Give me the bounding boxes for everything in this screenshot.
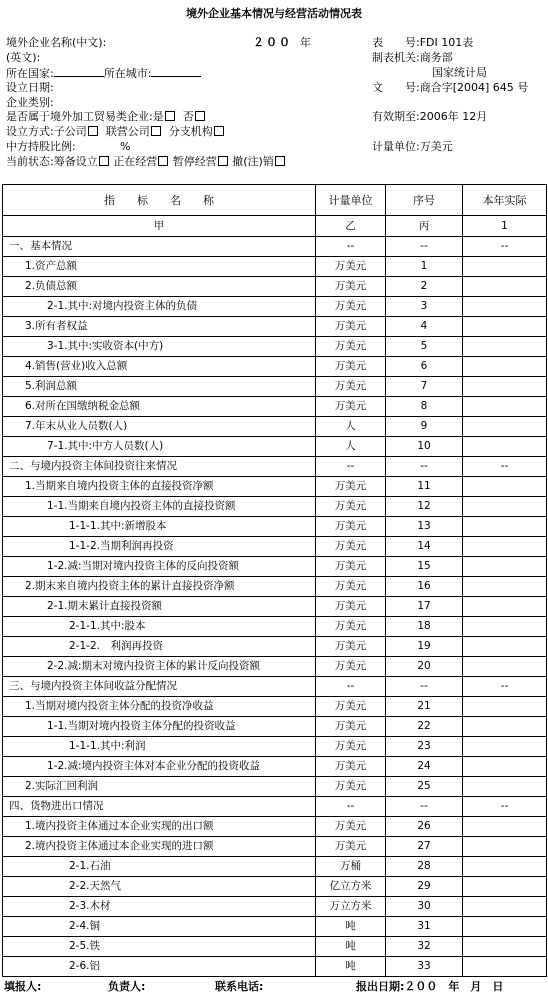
row-unit: 万美元 [316,597,386,617]
established-label: 设立日期: [6,81,54,94]
setup-opt-subsidiary: 子公司 [53,125,87,138]
status-label: 当前状态: [6,155,54,168]
row-seq: 2 [386,277,463,297]
row-actual-input[interactable] [463,897,547,917]
row-name: 3.所有者权益 [3,317,316,337]
row-seq: 9 [386,417,463,437]
row-unit: 吨 [316,937,386,957]
row-actual-input[interactable] [463,937,547,957]
row-actual-input[interactable] [463,437,547,457]
table-code-row [3,216,547,237]
row-name: 一、基本情况 [3,237,316,257]
col-header-unit: 计量单位 [316,185,386,216]
row-actual-input[interactable] [463,817,547,837]
row-unit: 万美元 [316,637,386,657]
status-opt-operating: 正在经营 [113,155,158,168]
row-name: 1.当期对境内投资主体分配的投资净收益 [3,697,316,717]
row-unit: 万美元 [316,517,386,537]
row-seq: 19 [386,637,463,657]
table-row [3,397,547,417]
footer-phone: 联系电话: [215,980,264,993]
footer-date: 报出日期:２００ 年 月 日 [356,980,504,993]
row-seq: 18 [386,617,463,637]
row-unit: 万美元 [316,477,386,497]
row-seq: 3 [386,297,463,317]
row-unit: 万美元 [316,337,386,357]
setup-opt-joint: 联营公司 [105,125,150,138]
table-row [3,897,547,917]
row-seq: -- [386,457,463,477]
row-name: 1-2.减:境内投资主体对本企业分配的投资收益 [3,757,316,777]
row-unit: 万美元 [316,717,386,737]
row-seq: 22 [386,717,463,737]
row-unit: 万美元 [316,497,386,517]
row-unit: 万美元 [316,557,386,577]
row-name: 2-1.期末累计直接投资额 [3,597,316,617]
row-actual-input[interactable] [463,377,547,397]
row-name: 1.境内投资主体通过本企业实现的出口额 [3,817,316,837]
processing-yes-checkbox[interactable] [165,111,175,121]
table-row [3,557,547,577]
table-row [3,257,547,277]
row-unit: 万美元 [316,817,386,837]
ratio-label: 中方持股比例: [6,140,76,153]
row-unit: 万美元 [316,357,386,377]
table-row [3,717,547,737]
row-seq: 29 [386,877,463,897]
row-actual-input[interactable]: -- [463,677,547,697]
table-row [3,577,547,597]
table-row [3,277,547,297]
row-actual-input[interactable] [463,597,547,617]
code-bing: 丙 [386,216,463,237]
row-seq: 23 [386,737,463,757]
row-actual-input[interactable]: -- [463,237,547,257]
table-row [3,497,547,517]
row-actual-input[interactable] [463,297,547,317]
row-unit: 万立方米 [316,897,386,917]
row-name: 1-1-2.当期利润再投资 [3,537,316,557]
row-name: 2-2.减:期末对境内投资主体的累计反向投资额 [3,657,316,677]
row-name: 1.资产总额 [3,257,316,277]
row-actual-input[interactable] [463,557,547,577]
table-row [3,237,547,257]
row-unit: 亿立方米 [316,877,386,897]
row-actual-input[interactable] [463,917,547,937]
country-blank[interactable] [54,66,104,77]
city-label: 所在城市: [103,67,152,80]
row-seq: 27 [386,837,463,857]
status-opt-paused: 暂停经营 [172,155,217,168]
row-seq: 31 [386,917,463,937]
row-unit: 万美元 [316,777,386,797]
row-unit: 人 [316,417,386,437]
processing-row [6,110,206,124]
row-unit: 万美元 [316,737,386,757]
row-actual-input[interactable] [463,637,547,657]
row-seq: 1 [386,257,463,277]
row-name: 4.销售(营业)收入总额 [3,357,316,377]
table-row [3,317,547,337]
row-seq: 15 [386,557,463,577]
row-seq: -- [386,237,463,257]
code-yi: 乙 [316,216,386,237]
subsidiary-checkbox[interactable] [88,126,98,136]
row-unit: 万美元 [316,577,386,597]
row-seq: 16 [386,577,463,597]
table-row [3,957,547,977]
row-name: 1-2.减:当期对境内投资主体的反向投资额 [3,557,316,577]
form-number: 表 号:FDI 101表 [372,36,474,49]
row-seq: 28 [386,857,463,877]
row-unit: -- [316,677,386,697]
status-opt-prep: 筹备设立 [53,155,98,168]
row-name: 1-1.当期来自境内投资主体的直接投资额 [3,497,316,517]
row-seq: 10 [386,437,463,457]
row-seq: 21 [386,697,463,717]
row-unit: 万美元 [316,277,386,297]
row-name: 2-2.天然气 [3,877,316,897]
table-row [3,797,547,817]
row-unit: 万美元 [316,617,386,637]
row-unit: 万桶 [316,857,386,877]
table-row [3,297,547,317]
table-row [3,617,547,637]
row-unit: 万美元 [316,317,386,337]
table-row [3,597,547,617]
row-name: 1-1-1.其中:利润 [3,737,316,757]
table-row [3,737,547,757]
row-seq: 6 [386,357,463,377]
row-name: 3-1.其中:实收资本(中方) [3,337,316,357]
status-paused-checkbox[interactable] [218,156,228,166]
row-unit: 万美元 [316,757,386,777]
issuing-organ: 制表机关:商务部 [372,51,453,64]
row-name: 2.境内投资主体通过本企业实现的进口额 [3,837,316,857]
row-name: 2-6.铝 [3,957,316,977]
row-actual-input[interactable] [463,877,547,897]
row-seq: 20 [386,657,463,677]
row-actual-input[interactable] [463,857,547,877]
row-unit: -- [316,797,386,817]
table-row [3,517,547,537]
row-seq: 5 [386,337,463,357]
category-label: 企业类别: [6,96,54,109]
row-seq: 4 [386,317,463,337]
row-seq: 17 [386,597,463,617]
table-row [3,357,547,377]
row-actual-input[interactable] [463,517,547,537]
indicator-table [2,184,547,977]
table-row [3,837,547,857]
code-jia: 甲 [3,216,316,237]
row-unit: 万美元 [316,397,386,417]
row-seq: 26 [386,817,463,837]
row-unit: 人 [316,437,386,457]
footer-leader: 负责人: [108,980,146,993]
ratio-pct: % [120,140,131,153]
row-seq: -- [386,677,463,697]
branch-checkbox[interactable] [214,126,224,136]
row-name: 2-1-1.其中:股本 [3,617,316,637]
name-en-label: (英文): [6,51,41,64]
table-row [3,477,547,497]
table-row [3,777,547,797]
document-number: 文 号:商合字[2004] 645 号 [372,81,529,94]
table-row [3,697,547,717]
row-actual-input[interactable] [463,657,547,677]
row-unit: 万美元 [316,377,386,397]
row-unit: 万美元 [316,257,386,277]
name-cn-label: 境外企业名称(中文): [6,36,107,49]
row-actual-input[interactable]: -- [463,797,547,817]
row-actual-input[interactable] [463,837,547,857]
row-name: 6.对所在国缴纳税金总额 [3,397,316,417]
row-seq: 25 [386,777,463,797]
row-name: 二、与境内投资主体间投资往来情况 [3,457,316,477]
issuing-organ-2: 国家统计局 [432,66,487,79]
joint-checkbox[interactable] [151,126,161,136]
table-row [3,677,547,697]
processing-no-checkbox[interactable] [195,111,205,121]
row-seq: 12 [386,497,463,517]
row-name: 2.期末来自境内投资主体的累计直接投资净额 [3,577,316,597]
row-actual-input[interactable]: -- [463,457,547,477]
row-name: 四、货物进出口情况 [3,797,316,817]
table-row [3,537,547,557]
row-actual-input[interactable] [463,397,547,417]
row-unit: -- [316,237,386,257]
row-actual-input[interactable] [463,257,547,277]
table-row [3,417,547,437]
row-seq: -- [386,797,463,817]
row-name: 2.负债总额 [3,277,316,297]
row-seq: 32 [386,937,463,957]
table-row [3,757,547,777]
processing-no-label: 否 [182,110,194,123]
col-header-actual: 本年实际 [463,185,547,216]
row-actual-input[interactable] [463,717,547,737]
row-actual-input[interactable] [463,417,547,437]
row-actual-input[interactable] [463,337,547,357]
row-actual-input[interactable] [463,697,547,717]
year-digits: ２００ [253,36,292,49]
row-name: 1.当期来自境内投资主体的直接投资净额 [3,477,316,497]
row-unit: 吨 [316,957,386,977]
table-row [3,637,547,657]
processing-label: 是否属于境外加工贸易类企业:是 [6,110,164,123]
row-unit: 万美元 [316,837,386,857]
status-row [6,155,286,169]
table-row [3,937,547,957]
table-row [3,657,547,677]
row-unit: -- [316,457,386,477]
row-unit: 吨 [316,917,386,937]
setup-opt-branch: 分支机构 [168,125,213,138]
row-name: 三、与境内投资主体间收益分配情况 [3,677,316,697]
country-label: 所在国家: [6,67,54,80]
status-cancelled-checkbox[interactable] [275,156,285,166]
row-seq: 7 [386,377,463,397]
table-header-row [3,185,547,216]
row-seq: 24 [386,757,463,777]
col-header-name: 指 标 名 称 [3,185,316,216]
setup-row [6,125,225,139]
row-name: 2.实际汇回利润 [3,777,316,797]
form-title: 境外企业基本情况与经营活动情况表 [186,7,362,20]
table-row [3,337,547,357]
row-unit: 万美元 [316,297,386,317]
table-row [3,437,547,457]
row-seq: 33 [386,957,463,977]
row-seq: 30 [386,897,463,917]
row-name: 2-4.铜 [3,917,316,937]
row-seq: 11 [386,477,463,497]
row-name: 7.年末从业人员数(人) [3,417,316,437]
row-actual-input[interactable] [463,957,547,977]
row-unit: 万美元 [316,697,386,717]
measure-unit: 计量单位:万美元 [372,140,453,153]
code-one: 1 [463,216,547,237]
row-actual-input[interactable] [463,497,547,517]
row-actual-input[interactable] [463,537,547,557]
row-actual-input[interactable] [463,737,547,757]
row-seq: 14 [386,537,463,557]
row-name: 1-1-1.其中:新增股本 [3,517,316,537]
table-row [3,817,547,837]
row-actual-input[interactable] [463,477,547,497]
row-name: 2-5.铁 [3,937,316,957]
status-operating-checkbox[interactable] [158,156,168,166]
row-name: 2-1.其中:对境内投资主体的负债 [3,297,316,317]
row-name: 7-1.其中:中方人员数(人) [3,437,316,457]
row-actual-input[interactable] [463,777,547,797]
table-row [3,457,547,477]
status-opt-cancelled: 撤(注)销 [232,155,274,168]
col-header-seq: 序号 [386,185,463,216]
status-prep-checkbox[interactable] [99,156,109,166]
year-suffix: 年 [300,36,311,49]
row-actual-input[interactable] [463,577,547,597]
table-row [3,877,547,897]
row-actual-input[interactable] [463,317,547,337]
footer-filler: 填报人: [4,980,42,993]
country-row [6,66,201,81]
row-actual-input[interactable] [463,617,547,637]
row-name: 2-1.石油 [3,857,316,877]
row-name: 1-1.当期对境内投资主体分配的投资收益 [3,717,316,737]
row-name: 2-3.木材 [3,897,316,917]
row-name: 2-1-2. 利润再投资 [3,637,316,657]
row-seq: 13 [386,517,463,537]
city-blank[interactable] [151,66,201,77]
row-unit: 万美元 [316,657,386,677]
table-row [3,917,547,937]
row-actual-input[interactable] [463,357,547,377]
row-name: 5.利润总额 [3,377,316,397]
row-unit: 万美元 [316,537,386,557]
row-actual-input[interactable] [463,757,547,777]
valid-until: 有效期至:2006年 12月 [372,110,488,123]
table-row [3,377,547,397]
row-seq: 8 [386,397,463,417]
table-row [3,857,547,877]
row-actual-input[interactable] [463,277,547,297]
setup-label: 设立方式: [6,125,54,138]
